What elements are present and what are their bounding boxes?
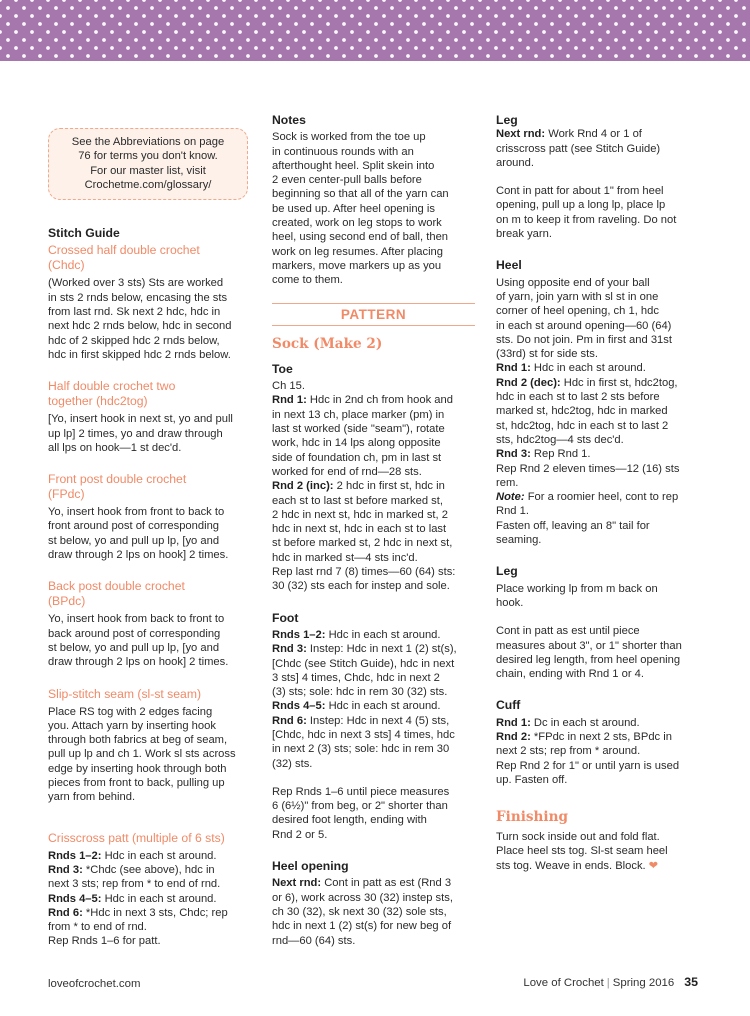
finishing-text: Turn sock inside out and fold flat. Place heel sts tog. Sl-st seam heel sts tog. Weave in ends. Block. ❤ — [496, 831, 668, 872]
pattern-divider: PATTERN — [272, 303, 475, 326]
crisscross-rnds-4-5: Rnds 4–5: Hdc in each st around. — [48, 892, 217, 905]
toe-heading: Toe — [272, 361, 293, 376]
finishing-heading: Finishing — [496, 809, 568, 826]
footer-issue-info: Love of Crochet | Spring 2016 35 — [523, 975, 698, 989]
sock-heading: Sock (Make 2) — [272, 335, 383, 352]
heel-opening-heading: Heel opening — [272, 859, 349, 874]
abbreviations-tip-box — [48, 128, 248, 200]
crisscross-repeat: Rep Rnds 1–6 for patt. — [48, 935, 161, 948]
toe-rnd-2: Rnd 2 (inc): 2 hdc in first st, hdc in each st to last st before marked st, 2 hdc in next st, hdc in marked st, 2 hdc in next st, hdc in each st to last st before marked st, 2 hdc in next st, hdc in marked st—4 sts inc'd. — [272, 480, 453, 564]
heel-rnd-2: Rnd 2 (dec): Hdc in first st, hdc2tog, hdc in each st to last 2 sts before marked st, hdc2tog, hdc in marked st, hdc2tog, hdc in each st to last 2 sts, hdc2tog—4 sts dec'd. — [496, 376, 678, 446]
tip-line: 76 for terms you don't know. — [78, 150, 218, 163]
polka-dot-banner — [0, 0, 750, 61]
toe-rnd-1: Rnd 1: Hdc in 2nd ch from hook and in next 13 ch, place marker (pm) in last st worked (side "seam"), rotate work, hdc in 14 lps along opposite side of foundation ch, pm in last st worked for end of rnd—28 sts. — [272, 394, 453, 478]
magazine-name: Love of Crochet — [523, 977, 604, 989]
cuff-repeat: Rep Rnd 2 for 1" or until yarn is used up. Fasten off. — [496, 759, 680, 786]
tip-link[interactable]: Crochetme.com/glossary/ — [84, 178, 212, 191]
stitch-title-hdc2tog: Half double crochet two together (hdc2tog) — [48, 379, 176, 409]
foot-rnds-4-5: Rnds 4–5: Hdc in each st around. — [272, 700, 441, 713]
foot-heading: Foot — [272, 610, 299, 625]
leg-next-rnd: Next rnd: Work Rnd 4 or 1 of crisscross patt (see Stitch Guide) around. — [496, 128, 661, 169]
notes-heading: Notes — [272, 113, 306, 127]
crisscross-rnd-6: Rnd 6: *Hdc in next 3 sts, Chdc; rep from * to end of rnd. — [48, 906, 228, 934]
leg-continue: Cont in patt for about 1" from heel opening, pull up a long lp, place lp on m to keep it from raveling. Do not break yarn. — [496, 185, 677, 241]
toe-ch: Ch 15. — [272, 380, 305, 393]
stitch-guide-heading: Stitch Guide — [48, 226, 120, 241]
heel-rnd-3: Rnd 3: Rep Rnd 1. — [496, 448, 591, 461]
stitch-desc-slst-seam: Place RS tog with 2 edges facing you. Attach yarn by inserting hook through both fabrics at beg of seam, pull up lp and ch 1. Work sl sts across edge by inserting hook through both pieces from front to back, pulling up yarn from behind. — [48, 705, 236, 804]
heart-icon: ❤ — [648, 859, 659, 872]
cuff-rnd-1: Rnd 1: Dc in each st around. — [496, 716, 640, 729]
heel-rnd-1: Rnd 1: Hdc in each st around. — [496, 362, 646, 375]
heel-note: Note: For a roomier heel, cont to rep Rnd 1. — [496, 491, 679, 518]
heel-intro: Using opposite end of your ball of yarn, join yarn with sl st in one corner of heel opening, ch 1, hdc in each st around opening—60 (64) sts. Do not join. Pm in first and 31st (33rd) st for side sts. — [496, 276, 672, 361]
heel-repeat: Rep Rnd 2 eleven times—12 (16) sts rem. — [496, 462, 680, 489]
stitch-title-crisscross: Crisscross patt (multiple of 6 sts) — [48, 830, 225, 845]
stitch-desc-fpdc: Yo, insert hook from front to back to front around post of corresponding st below, yo and pull up lp, [yo and draw through 2 lps on hook] 2 times. — [48, 506, 229, 562]
page-number: 35 — [684, 975, 698, 989]
stitch-title-bpdc: Back post double crochet (BPdc) — [48, 579, 185, 609]
footer-website[interactable]: loveofcrochet.com — [48, 978, 141, 990]
cuff-heading: Cuff — [496, 698, 521, 713]
notes-text: Sock is worked from the toe up in continuous rounds with an afterthought heel. Split skein into 2 even center-pull balls before beginning so that all of the yarn can be used up. After heel opening is created, work on leg stops to work heel, using second end of ball, then work on leg resumes. After placing markers, move markers up as you come to them. — [272, 131, 449, 287]
foot-rnds-1-2: Rnds 1–2: Hdc in each st around. — [272, 628, 441, 641]
stitch-title-chdc: Crossed half double crochet (Chdc) — [48, 243, 200, 273]
leg-continue-2: Cont in patt as est until piece measures about 3", or 1" shorter than desired leg length, from heel opening chain, ending with Rnd 1 or 4. — [496, 625, 682, 681]
column-right — [496, 113, 700, 873]
heel-heading: Heel — [496, 258, 522, 273]
cuff-rnd-2: Rnd 2: *FPdc in next 2 sts, BPdc in next 2 sts; rep from * around. — [496, 730, 672, 758]
foot-rnd-3: Rnd 3: Instep: Hdc in next 1 (2) st(s), [Chdc (see Stitch Guide), hdc in next 3 sts] 4 times, Chdc, hdc in next 2 (3) sts; sole: hdc in rem 30 (32) sts. — [272, 643, 457, 699]
leg-working-lp: Place working lp from m back on hook. — [496, 582, 658, 609]
foot-rnd-6: Rnd 6: Instep: Hdc in next 4 (5) sts, [Chdc, hdc in next 3 sts] 4 times, hdc in next 2 (3) sts; sole: hdc in rem 30 (32) sts. — [272, 714, 455, 770]
leg-heading-1: Leg — [496, 113, 518, 127]
toe-repeat: Rep last rnd 7 (8) times—60 (64) sts: 30 (32) sts each for instep and sole. — [272, 566, 456, 593]
tip-line: For our master list, visit — [90, 164, 206, 177]
stitch-title-fpdc: Front post double crochet (FPdc) — [48, 472, 187, 502]
leg-heading-2: Leg — [496, 564, 518, 579]
column-left — [48, 108, 253, 949]
crisscross-rnd-3: Rnd 3: *Chdc (see above), hdc in next 3 sts; rep from * to end of rnd. — [48, 863, 221, 891]
column-middle — [272, 113, 475, 948]
stitch-desc-bpdc: Yo, insert hook from back to front to back around post of corresponding st below, yo and pull up lp, [yo and draw through 2 lps on hook] 2 times. — [48, 613, 229, 669]
heel-fasten-off: Fasten off, leaving an 8" tail for seaming. — [496, 519, 650, 547]
stitch-desc-chdc: (Worked over 3 sts) Sts are worked in sts 2 rnds below, encasing the sts from last rnd. Sk next 2 hdc, hdc in next hdc 2 rnds below, hdc in second hdc of 2 skipped hdc 2 rnds below, hdc in first skipped hdc 2 rnds below. — [48, 277, 232, 361]
stitch-desc-hdc2tog: [Yo, insert hook in next st, yo and pull up lp] 2 times, yo and draw through all lps on hook—1 st dec'd. — [48, 413, 233, 454]
stitch-title-slst-seam: Slip-stitch seam (sl-st seam) — [48, 686, 202, 701]
heel-opening-next-rnd: Next rnd: Cont in patt as est (Rnd 3 or 6), work across 30 (32) instep sts, ch 30 (32), sk next 30 (32) sole sts, hdc in next 1 (2) st(s) for new beg of rnd—60 (64) sts. — [272, 877, 453, 947]
crisscross-rnds-1-2: Rnds 1–2: Hdc in each st around. — [48, 849, 217, 862]
tip-line: See the Abbreviations on page — [71, 136, 225, 148]
issue-name: Spring 2016 — [612, 977, 675, 989]
foot-repeat: Rep Rnds 1–6 until piece measures 6 (6½)" from beg, or 2" shorter than desired foot length, ending with Rnd 2 or 5. — [272, 785, 450, 841]
